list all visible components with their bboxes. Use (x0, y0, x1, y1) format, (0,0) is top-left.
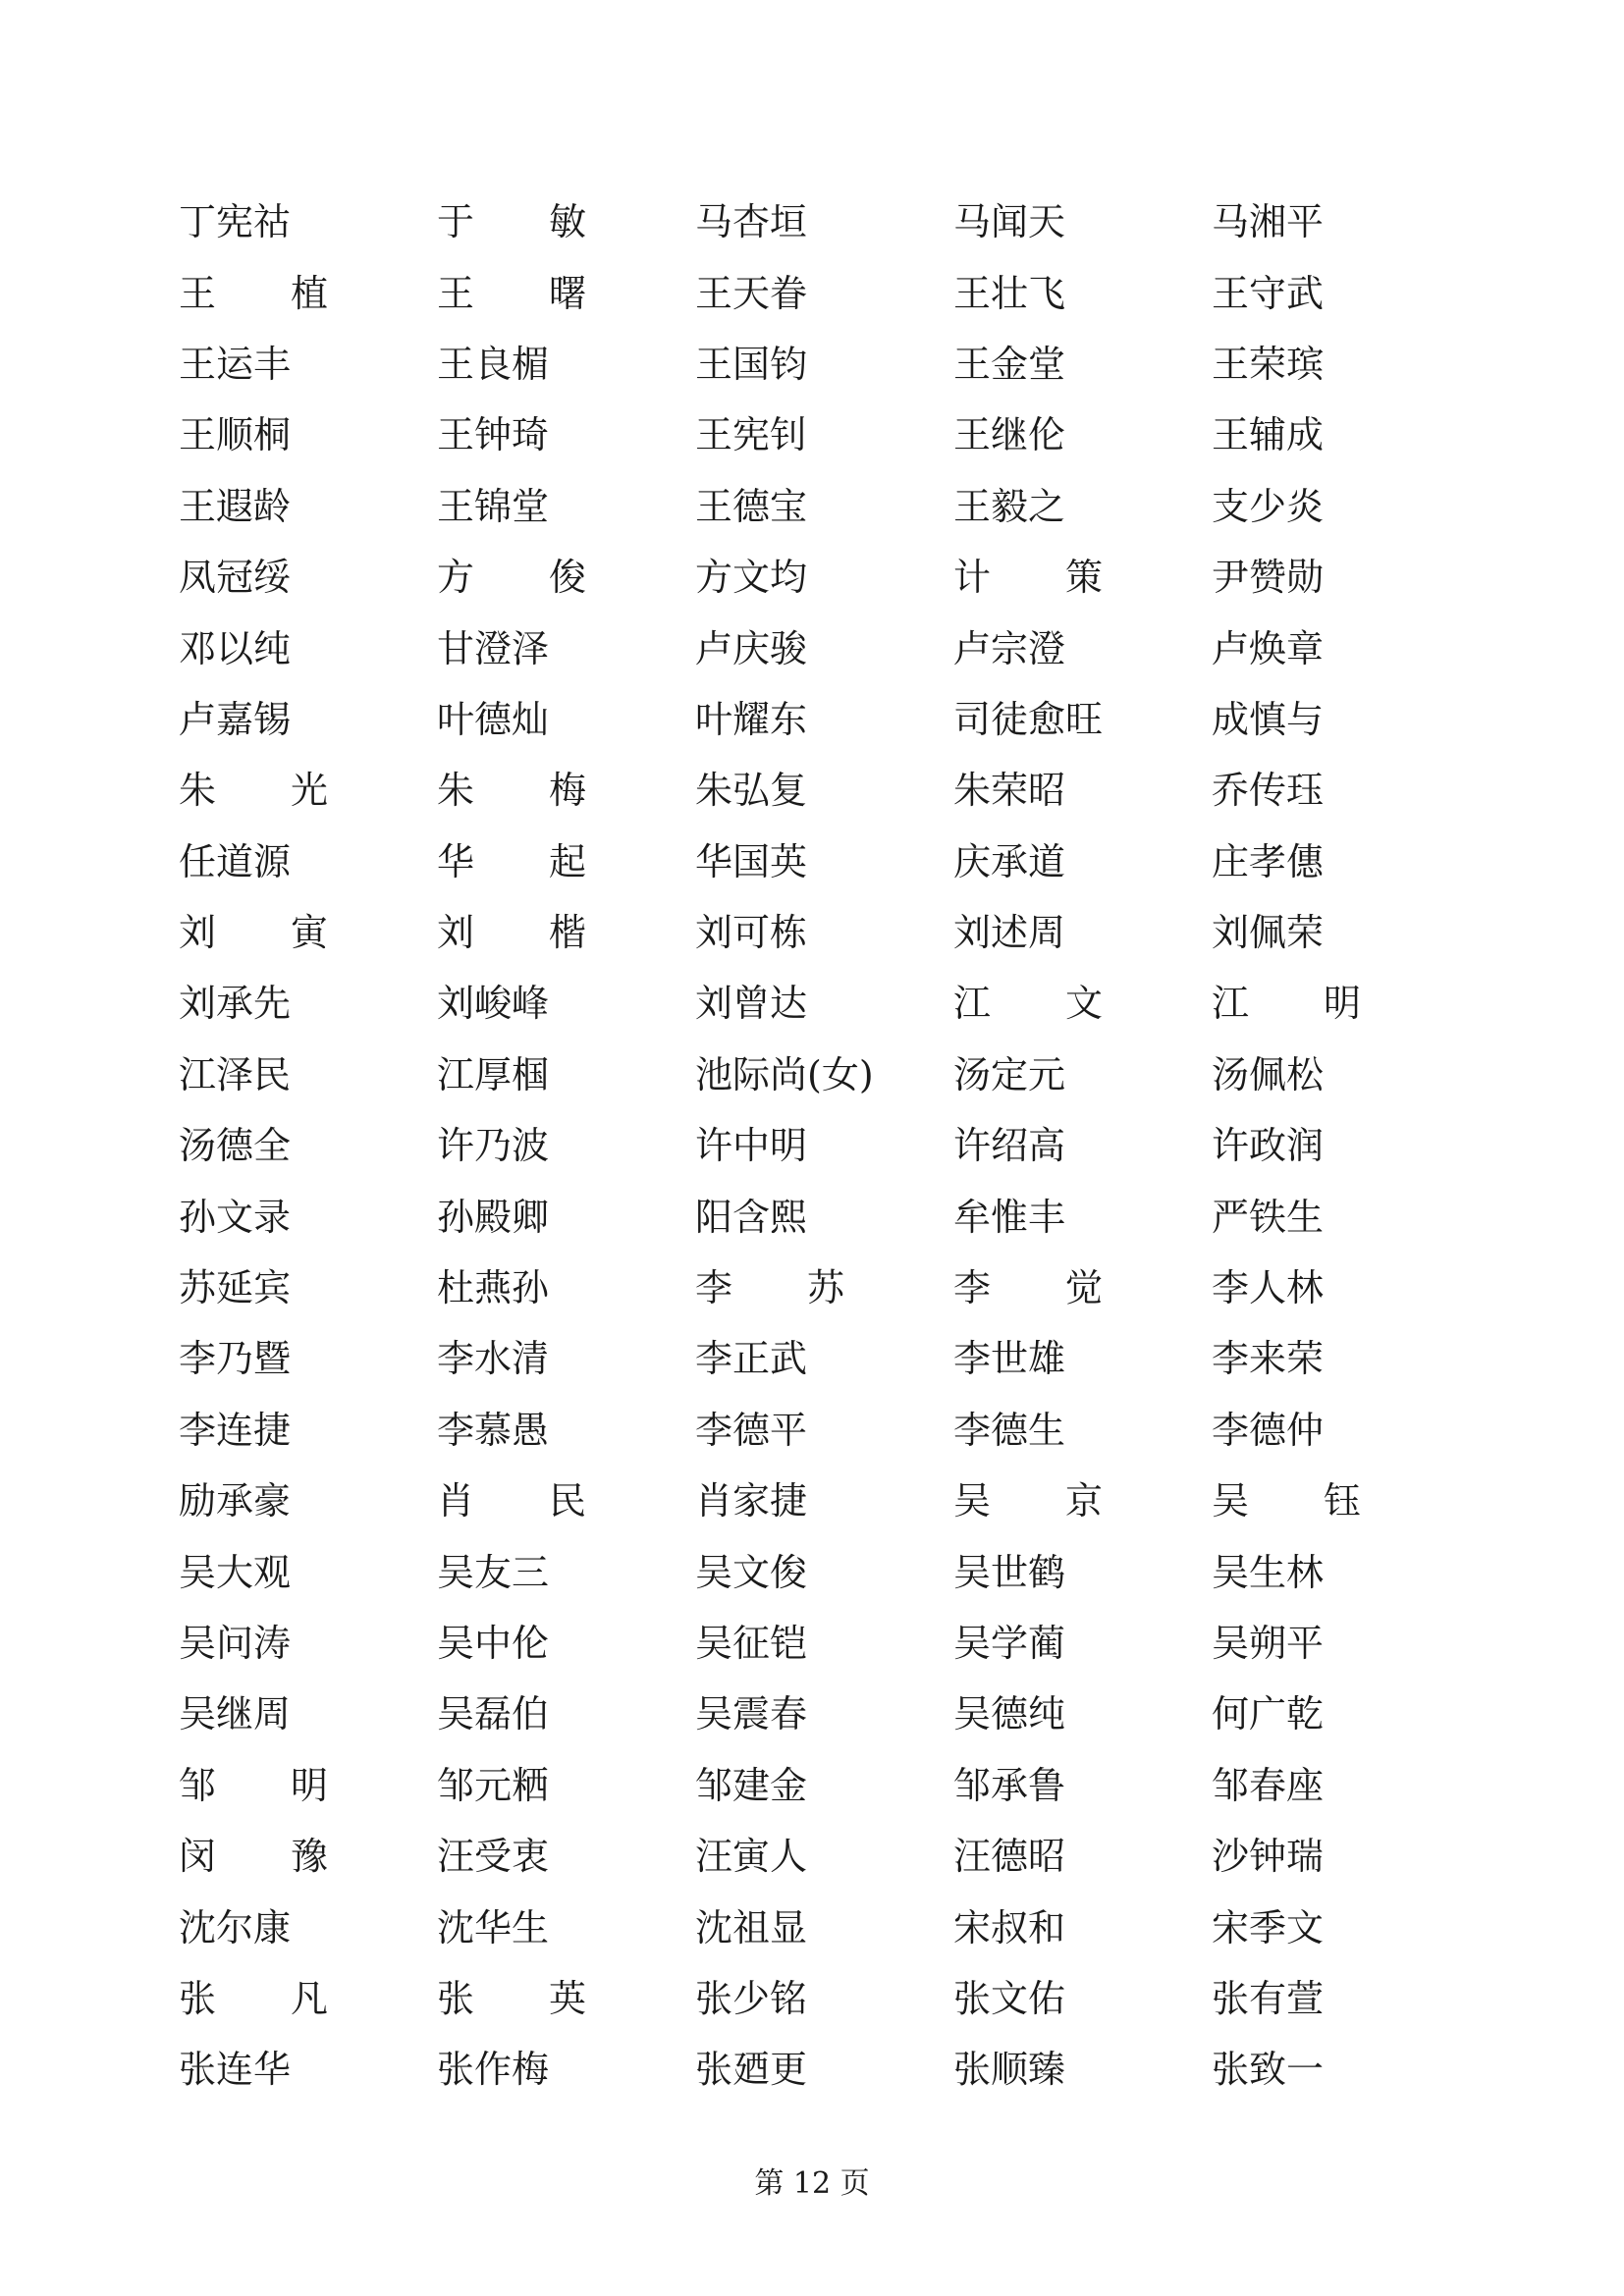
name-entry: 邓以纯 (179, 626, 292, 670)
name-entry: 甘澄泽 (437, 626, 550, 670)
name-entry: 刘 楷 (437, 911, 587, 955)
name-entry: 许绍高 (953, 1124, 1066, 1168)
name-entry: 沈华生 (437, 1905, 550, 1949)
name-entry: 吴大观 (179, 1550, 292, 1594)
name-entry: 刘峻峰 (437, 982, 550, 1026)
name-entry: 成慎与 (1212, 697, 1325, 741)
name-entry: 吴震春 (695, 1692, 808, 1736)
name-entry: 李德仲 (1212, 1408, 1325, 1452)
name-entry: 王锦堂 (437, 484, 550, 528)
name-entry: 李德生 (953, 1408, 1066, 1452)
name-entry: 王毅之 (953, 484, 1066, 528)
name-entry: 许乃波 (437, 1124, 550, 1168)
name-entry: 王壮飞 (953, 271, 1066, 315)
name-entry: 张连华 (179, 2048, 292, 2092)
name-entry: 励承豪 (179, 1479, 292, 1523)
name-entry: 江 文 (953, 982, 1104, 1026)
name-entry: 叶耀东 (695, 697, 808, 741)
name-entry: 李乃暨 (179, 1337, 292, 1381)
name-entry: 吴学蔺 (953, 1622, 1066, 1665)
name-entry: 张有萱 (1212, 1976, 1325, 2020)
name-entry: 王良楣 (437, 342, 550, 386)
name-entry: 卢嘉锡 (179, 697, 292, 741)
name-entry: 王钟琦 (437, 413, 550, 457)
name-entry: 朱 梅 (437, 769, 587, 813)
name-entry: 卢庆骏 (695, 626, 808, 670)
name-entry: 计 策 (953, 556, 1104, 600)
name-entry: 吴征铠 (695, 1622, 808, 1665)
name-entry: 王 曙 (437, 271, 587, 315)
name-entry: 李正武 (695, 1337, 808, 1381)
name-entry: 王宪钊 (695, 413, 808, 457)
name-entry: 汤定元 (953, 1052, 1066, 1096)
name-entry: 何广乾 (1212, 1692, 1325, 1736)
name-entry: 孙文录 (179, 1195, 292, 1239)
name-entry: 王继伦 (953, 413, 1066, 457)
name-entry: 李德平 (695, 1408, 808, 1452)
name-entry: 支少炎 (1212, 484, 1325, 528)
name-entry: 江 明 (1212, 982, 1362, 1026)
name-entry: 刘 寅 (179, 911, 329, 955)
name-entry: 王辅成 (1212, 413, 1325, 457)
name-entry: 吴 钰 (1212, 1479, 1362, 1523)
name-entry: 乔传珏 (1212, 769, 1325, 813)
name-entry: 张 凡 (179, 1976, 329, 2020)
name-entry: 杜燕孙 (437, 1266, 550, 1310)
name-entry: 沙钟瑞 (1212, 1835, 1325, 1879)
name-entry: 凤冠绥 (179, 556, 292, 600)
name-entry: 尹赞勋 (1212, 556, 1325, 600)
name-entry: 王荣瑸 (1212, 342, 1325, 386)
name-entry: 卢宗澄 (953, 626, 1066, 670)
name-entry: 王 植 (179, 271, 329, 315)
name-entry: 吴文俊 (695, 1550, 808, 1594)
name-entry: 方文均 (695, 556, 808, 600)
name-entry: 任道源 (179, 839, 292, 883)
name-entry: 李 苏 (695, 1266, 845, 1310)
name-entry: 卢焕章 (1212, 626, 1325, 670)
name-entry: 刘可栋 (695, 911, 808, 955)
name-entry: 肖家捷 (695, 1479, 808, 1523)
name-entry: 刘佩荣 (1212, 911, 1325, 955)
name-entry: 阳含熙 (695, 1195, 808, 1239)
name-entry: 汪寅人 (695, 1835, 808, 1879)
name-entry: 华国英 (695, 839, 808, 883)
name-entry: 李 觉 (953, 1266, 1104, 1310)
name-entry: 于 敏 (437, 200, 587, 244)
name-entry: 孙殿卿 (437, 1195, 550, 1239)
name-entry: 王运丰 (179, 342, 292, 386)
name-entry: 马闻天 (953, 200, 1066, 244)
name-entry: 许中明 (695, 1124, 808, 1168)
name-entry: 朱荣昭 (953, 769, 1066, 813)
name-entry: 朱 光 (179, 769, 329, 813)
name-entry: 李世雄 (953, 1337, 1066, 1381)
name-entry: 吴磊伯 (437, 1692, 550, 1736)
name-entry: 江厚椢 (437, 1052, 550, 1096)
name-entry: 邹春座 (1212, 1763, 1325, 1807)
name-entry: 汤德全 (179, 1124, 292, 1168)
name-entry: 宋叔和 (953, 1905, 1066, 1949)
name-entry: 庆承道 (953, 839, 1066, 883)
name-entry: 邹元粞 (437, 1763, 550, 1807)
name-entry: 池际尚(女) (695, 1052, 874, 1096)
name-entry: 吴朔平 (1212, 1622, 1325, 1665)
name-entry: 马湘平 (1212, 200, 1325, 244)
name-entry: 华 起 (437, 839, 587, 883)
name-entry: 吴问涛 (179, 1622, 292, 1665)
name-entry: 吴友三 (437, 1550, 550, 1594)
name-entry: 刘述周 (953, 911, 1066, 955)
name-entry: 王守武 (1212, 271, 1325, 315)
name-entry: 张作梅 (437, 2048, 550, 2092)
name-entry: 丁宪祜 (179, 200, 292, 244)
name-entry: 李人林 (1212, 1266, 1325, 1310)
name-entry: 王天眷 (695, 271, 808, 315)
name-entry: 朱弘复 (695, 769, 808, 813)
name-entry: 肖 民 (437, 1479, 587, 1523)
name-entry: 汪德昭 (953, 1835, 1066, 1879)
name-entry: 江泽民 (179, 1052, 292, 1096)
name-entry: 王遐龄 (179, 484, 292, 528)
page-number: 第 12 页 (754, 2166, 870, 2201)
name-entry: 吴德纯 (953, 1692, 1066, 1736)
name-entry: 吴生林 (1212, 1550, 1325, 1594)
name-list-grid (179, 187, 1386, 2106)
name-entry: 王国钧 (695, 342, 808, 386)
name-entry: 张文佑 (953, 1976, 1066, 2020)
name-entry: 王金堂 (953, 342, 1066, 386)
name-entry: 方 俊 (437, 556, 587, 600)
name-entry: 李来荣 (1212, 1337, 1325, 1381)
name-entry: 王顺桐 (179, 413, 292, 457)
name-entry: 沈祖显 (695, 1905, 808, 1949)
name-entry: 邹承鲁 (953, 1763, 1066, 1807)
name-entry: 张顺臻 (953, 2048, 1066, 2092)
name-entry: 吴 京 (953, 1479, 1104, 1523)
name-entry: 严铁生 (1212, 1195, 1325, 1239)
name-entry: 李慕愚 (437, 1408, 550, 1452)
name-entry: 邹建金 (695, 1763, 808, 1807)
name-entry: 李连捷 (179, 1408, 292, 1452)
name-entry: 张少铭 (695, 1976, 808, 2020)
name-entry: 王德宝 (695, 484, 808, 528)
name-entry: 邹 明 (179, 1763, 329, 1807)
name-entry: 苏延宾 (179, 1266, 292, 1310)
name-entry: 李水清 (437, 1337, 550, 1381)
name-entry: 刘曾达 (695, 982, 808, 1026)
name-entry: 张 英 (437, 1976, 587, 2020)
name-entry: 马杏垣 (695, 200, 808, 244)
name-entry: 吴中伦 (437, 1622, 550, 1665)
name-entry: 庄孝僡 (1212, 839, 1325, 883)
name-entry: 司徒愈旺 (953, 697, 1104, 741)
name-entry: 吴世鹤 (953, 1550, 1066, 1594)
name-entry: 张致一 (1212, 2048, 1325, 2092)
name-entry: 沈尔康 (179, 1905, 292, 1949)
name-entry: 叶德灿 (437, 697, 550, 741)
name-entry: 牟惟丰 (953, 1195, 1066, 1239)
name-entry: 许政润 (1212, 1124, 1325, 1168)
name-entry: 汪受衷 (437, 1835, 550, 1879)
name-entry: 刘承先 (179, 982, 292, 1026)
name-entry: 闵 豫 (179, 1835, 329, 1879)
name-entry: 张廼更 (695, 2048, 808, 2092)
name-entry: 汤佩松 (1212, 1052, 1325, 1096)
name-entry: 宋季文 (1212, 1905, 1325, 1949)
name-entry: 吴继周 (179, 1692, 292, 1736)
